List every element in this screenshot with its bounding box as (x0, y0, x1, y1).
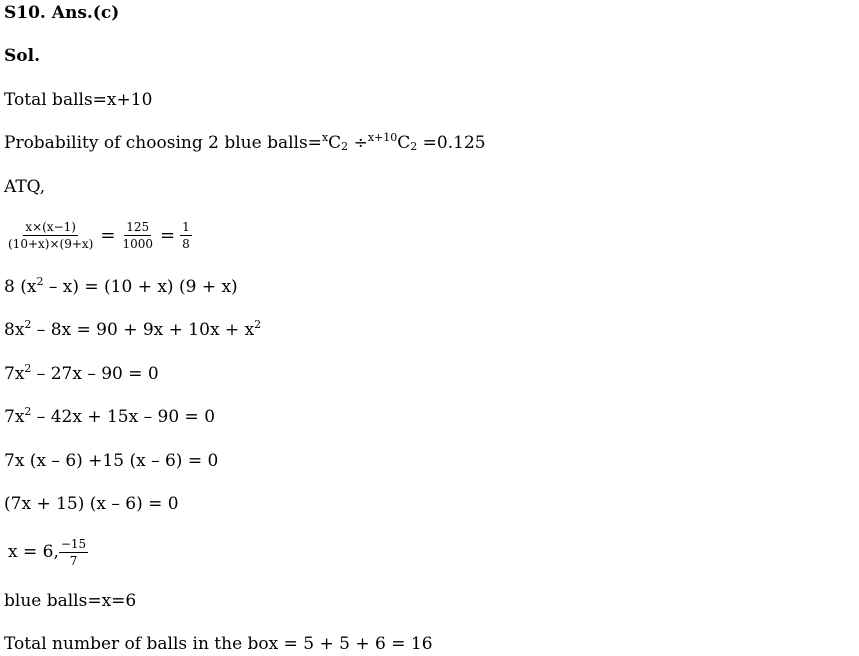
answer-heading: S10. Ans.(c) (4, 3, 120, 23)
roots-line (8, 535, 88, 569)
fraction-2-numerator: 125 (126, 220, 150, 234)
fraction-3-numerator: 1 (182, 220, 190, 234)
total-balls-line: Total balls=x+10 (4, 90, 153, 110)
step-3-exponent: 2 (24, 362, 32, 375)
combination-n2: x+10 (367, 131, 398, 144)
fraction-1-denominator: (10+x)×(9+x) (8, 237, 94, 251)
root-fraction (59, 537, 88, 568)
equation-step-5: 7x (x – 6) +15 (x – 6) = 0 (4, 451, 219, 471)
step-4-text: – 42x + 15x – 90 = 0 (31, 407, 216, 427)
step-4-exponent: 2 (24, 405, 32, 418)
step-1-text: 8 (x (4, 277, 37, 297)
division-sign: ÷ (348, 133, 368, 153)
combination-n1: x (321, 131, 329, 144)
equation-step-2 (4, 320, 261, 340)
atq-label: ATQ, (4, 177, 46, 197)
probability-prefix: Probability of choosing 2 blue balls= (4, 133, 322, 153)
root-fraction-denominator: 7 (69, 554, 78, 568)
root-fraction-numerator: −15 (60, 537, 87, 551)
probability-value: =0.125 (417, 133, 486, 153)
step-4-text: 7x (4, 407, 25, 427)
equals-sign: = (159, 224, 176, 246)
fraction-3 (180, 220, 192, 251)
fraction-2 (120, 220, 155, 251)
fraction-1 (6, 220, 95, 251)
equation-step-3 (4, 364, 159, 384)
step-2-text: 8x (4, 320, 25, 340)
step-1-text: – x) = (10 + x) (9 + x) (43, 277, 238, 297)
equation-step-4 (4, 407, 215, 427)
step-2-exponent: 2 (254, 318, 262, 331)
step-2-exponent: 2 (24, 318, 32, 331)
step-2-text: – 8x = 90 + 9x + 10x + x (31, 320, 255, 340)
step-3-text: – 27x – 90 = 0 (31, 364, 159, 384)
combination-c2: C (397, 133, 411, 153)
fraction-1-numerator: x×(x−1) (25, 220, 76, 234)
fraction-equation (6, 220, 192, 251)
combination-r2: 2 (410, 140, 418, 153)
combination-c1: C (328, 133, 342, 153)
total-number-line: Total number of balls in the box = 5 + 5 + 6 = 16 (4, 634, 433, 654)
equals-sign: = (100, 224, 116, 246)
roots-prefix: x = 6, (8, 542, 59, 562)
step-3-text: 7x (4, 364, 25, 384)
solution-label: Sol. (4, 46, 40, 66)
probability-line (4, 133, 486, 153)
equation-step-1 (4, 277, 238, 297)
combination-r1: 2 (341, 140, 349, 153)
step-1-exponent: 2 (36, 275, 44, 288)
equation-step-6: (7x + 15) (x – 6) = 0 (4, 494, 179, 514)
fraction-3-denominator: 8 (182, 237, 190, 251)
fraction-2-denominator: 1000 (122, 237, 153, 251)
blue-balls-line: blue balls=x=6 (4, 591, 137, 611)
